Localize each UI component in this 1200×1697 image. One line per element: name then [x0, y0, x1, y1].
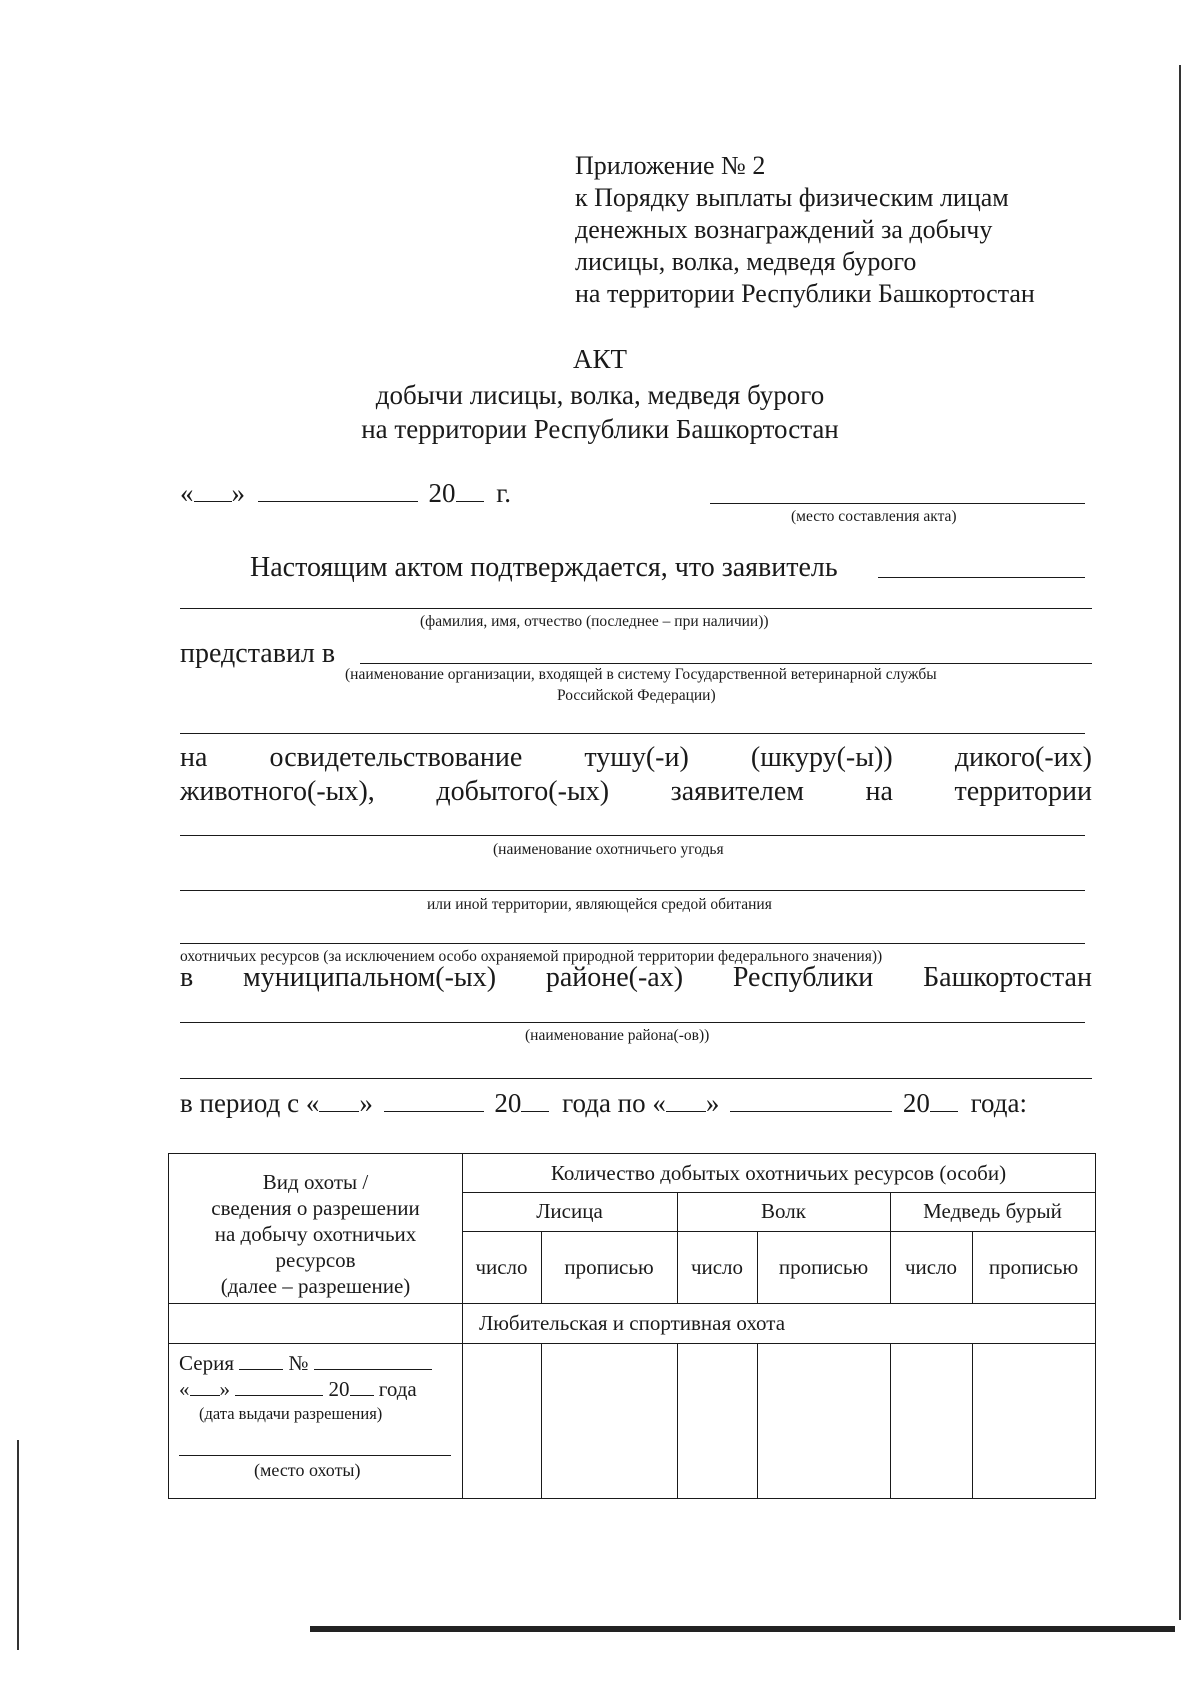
resources-caption: охотничьих ресурсов (за исключением особо охраняемой природной территории федерального значения)) [180, 948, 883, 965]
annex-line: денежных вознаграждений за добычу [575, 215, 993, 244]
sub-header-number: число [690, 1254, 744, 1279]
place-of-hunt-line [179, 1455, 451, 1456]
annex-line: лисицы, волка, медведя бурого [575, 247, 917, 276]
scan-edge-bottom [310, 1626, 1175, 1632]
permit-issue-caption: (дата выдачи разрешения) [199, 1404, 383, 1423]
applicant-line [878, 577, 1085, 578]
table-rule [757, 1343, 758, 1498]
applicant-line-2 [180, 608, 1092, 609]
permit-date-line: « » 20 года [179, 1377, 417, 1401]
place-line [710, 503, 1085, 504]
permit-series-line: Серия № [179, 1350, 459, 1376]
annex-line: на территории Республики Башкортостан [575, 279, 1035, 308]
resources-line [180, 943, 1085, 944]
org-caption: Российской Федерации) [557, 687, 716, 704]
statement-row: на освидетельствование тушу(-и) (шкуру(-ы)) дикого(-их) [180, 742, 1092, 773]
org-line [360, 663, 1092, 664]
org-line-2 [180, 733, 1085, 734]
presented-label: представил в [180, 638, 336, 669]
animal-header-wolf: Волк [761, 1199, 806, 1223]
place-caption: (место составления акта) [791, 508, 957, 525]
table-rule [890, 1343, 891, 1498]
district-line [180, 1022, 1085, 1023]
territory-caption: или иной территории, являющейся средой обитания [427, 896, 772, 913]
date-field: « » 20 г. [180, 478, 512, 508]
table-rule [169, 1343, 1095, 1344]
statement-row: животного(-ых), добытого(-ых) заявителем на территории [180, 776, 1092, 807]
animal-header-bear: Медведь бурый [923, 1199, 1062, 1223]
annex-block [575, 150, 1035, 310]
sub-header-words: прописью [988, 1254, 1079, 1279]
sub-header-words: прописью [778, 1254, 869, 1279]
fio-caption: (фамилия, имя, отчество (последнее – при наличии)) [420, 613, 769, 630]
period-line: в период с « » 20 года по « » 20 года: [180, 1088, 1027, 1118]
sub-header-words: прописью [564, 1254, 654, 1279]
doc-subtitle: на территории Республики Башкортостан [361, 414, 839, 444]
annex-line: Приложение № 2 [575, 151, 766, 180]
place-of-hunt-caption: (место охоты) [254, 1460, 361, 1480]
animal-header-fox: Лисица [536, 1199, 603, 1223]
table-rule [972, 1343, 973, 1498]
doc-subtitle: добычи лисицы, волка, медведя бурого [375, 380, 825, 410]
section-amateur-hunting: Любительская и спортивная охота [478, 1310, 786, 1335]
district-caption: (наименование района(-ов)) [525, 1027, 710, 1044]
org-caption: (наименование организации, входящей в систему Государственной ветеринарной службы [345, 666, 937, 683]
territory-line [180, 890, 1085, 891]
quantity-group-header: Количество добытых охотничьих ресурсов (особи) [550, 1160, 1007, 1185]
district-line-2 [180, 1078, 1092, 1079]
scan-edge-left [17, 1440, 19, 1650]
sub-header-number: число [904, 1254, 958, 1279]
annex-line: к Порядку выплаты физическим лицам [575, 183, 1009, 212]
statement-text: Настоящим актом подтверждается, что заявитель [250, 552, 838, 583]
sub-header-number: число [475, 1254, 528, 1279]
catch-table [168, 1153, 1096, 1499]
doc-title: АКТ [573, 344, 627, 374]
hunting-line [180, 835, 1085, 836]
table-rule [541, 1343, 542, 1498]
hunt-type-header: Вид охоты / сведения о разрешении на добычу охотничьих ресурсов (далее – разрешение) [211, 1169, 420, 1298]
scan-edge-right [1179, 65, 1181, 1620]
hunting-caption: (наименование охотничьего угодья [493, 841, 724, 858]
statement-row: в муниципальном(-ых) районе(-ах) Республики Башкортостан [180, 962, 1092, 993]
table-rule [677, 1343, 678, 1498]
